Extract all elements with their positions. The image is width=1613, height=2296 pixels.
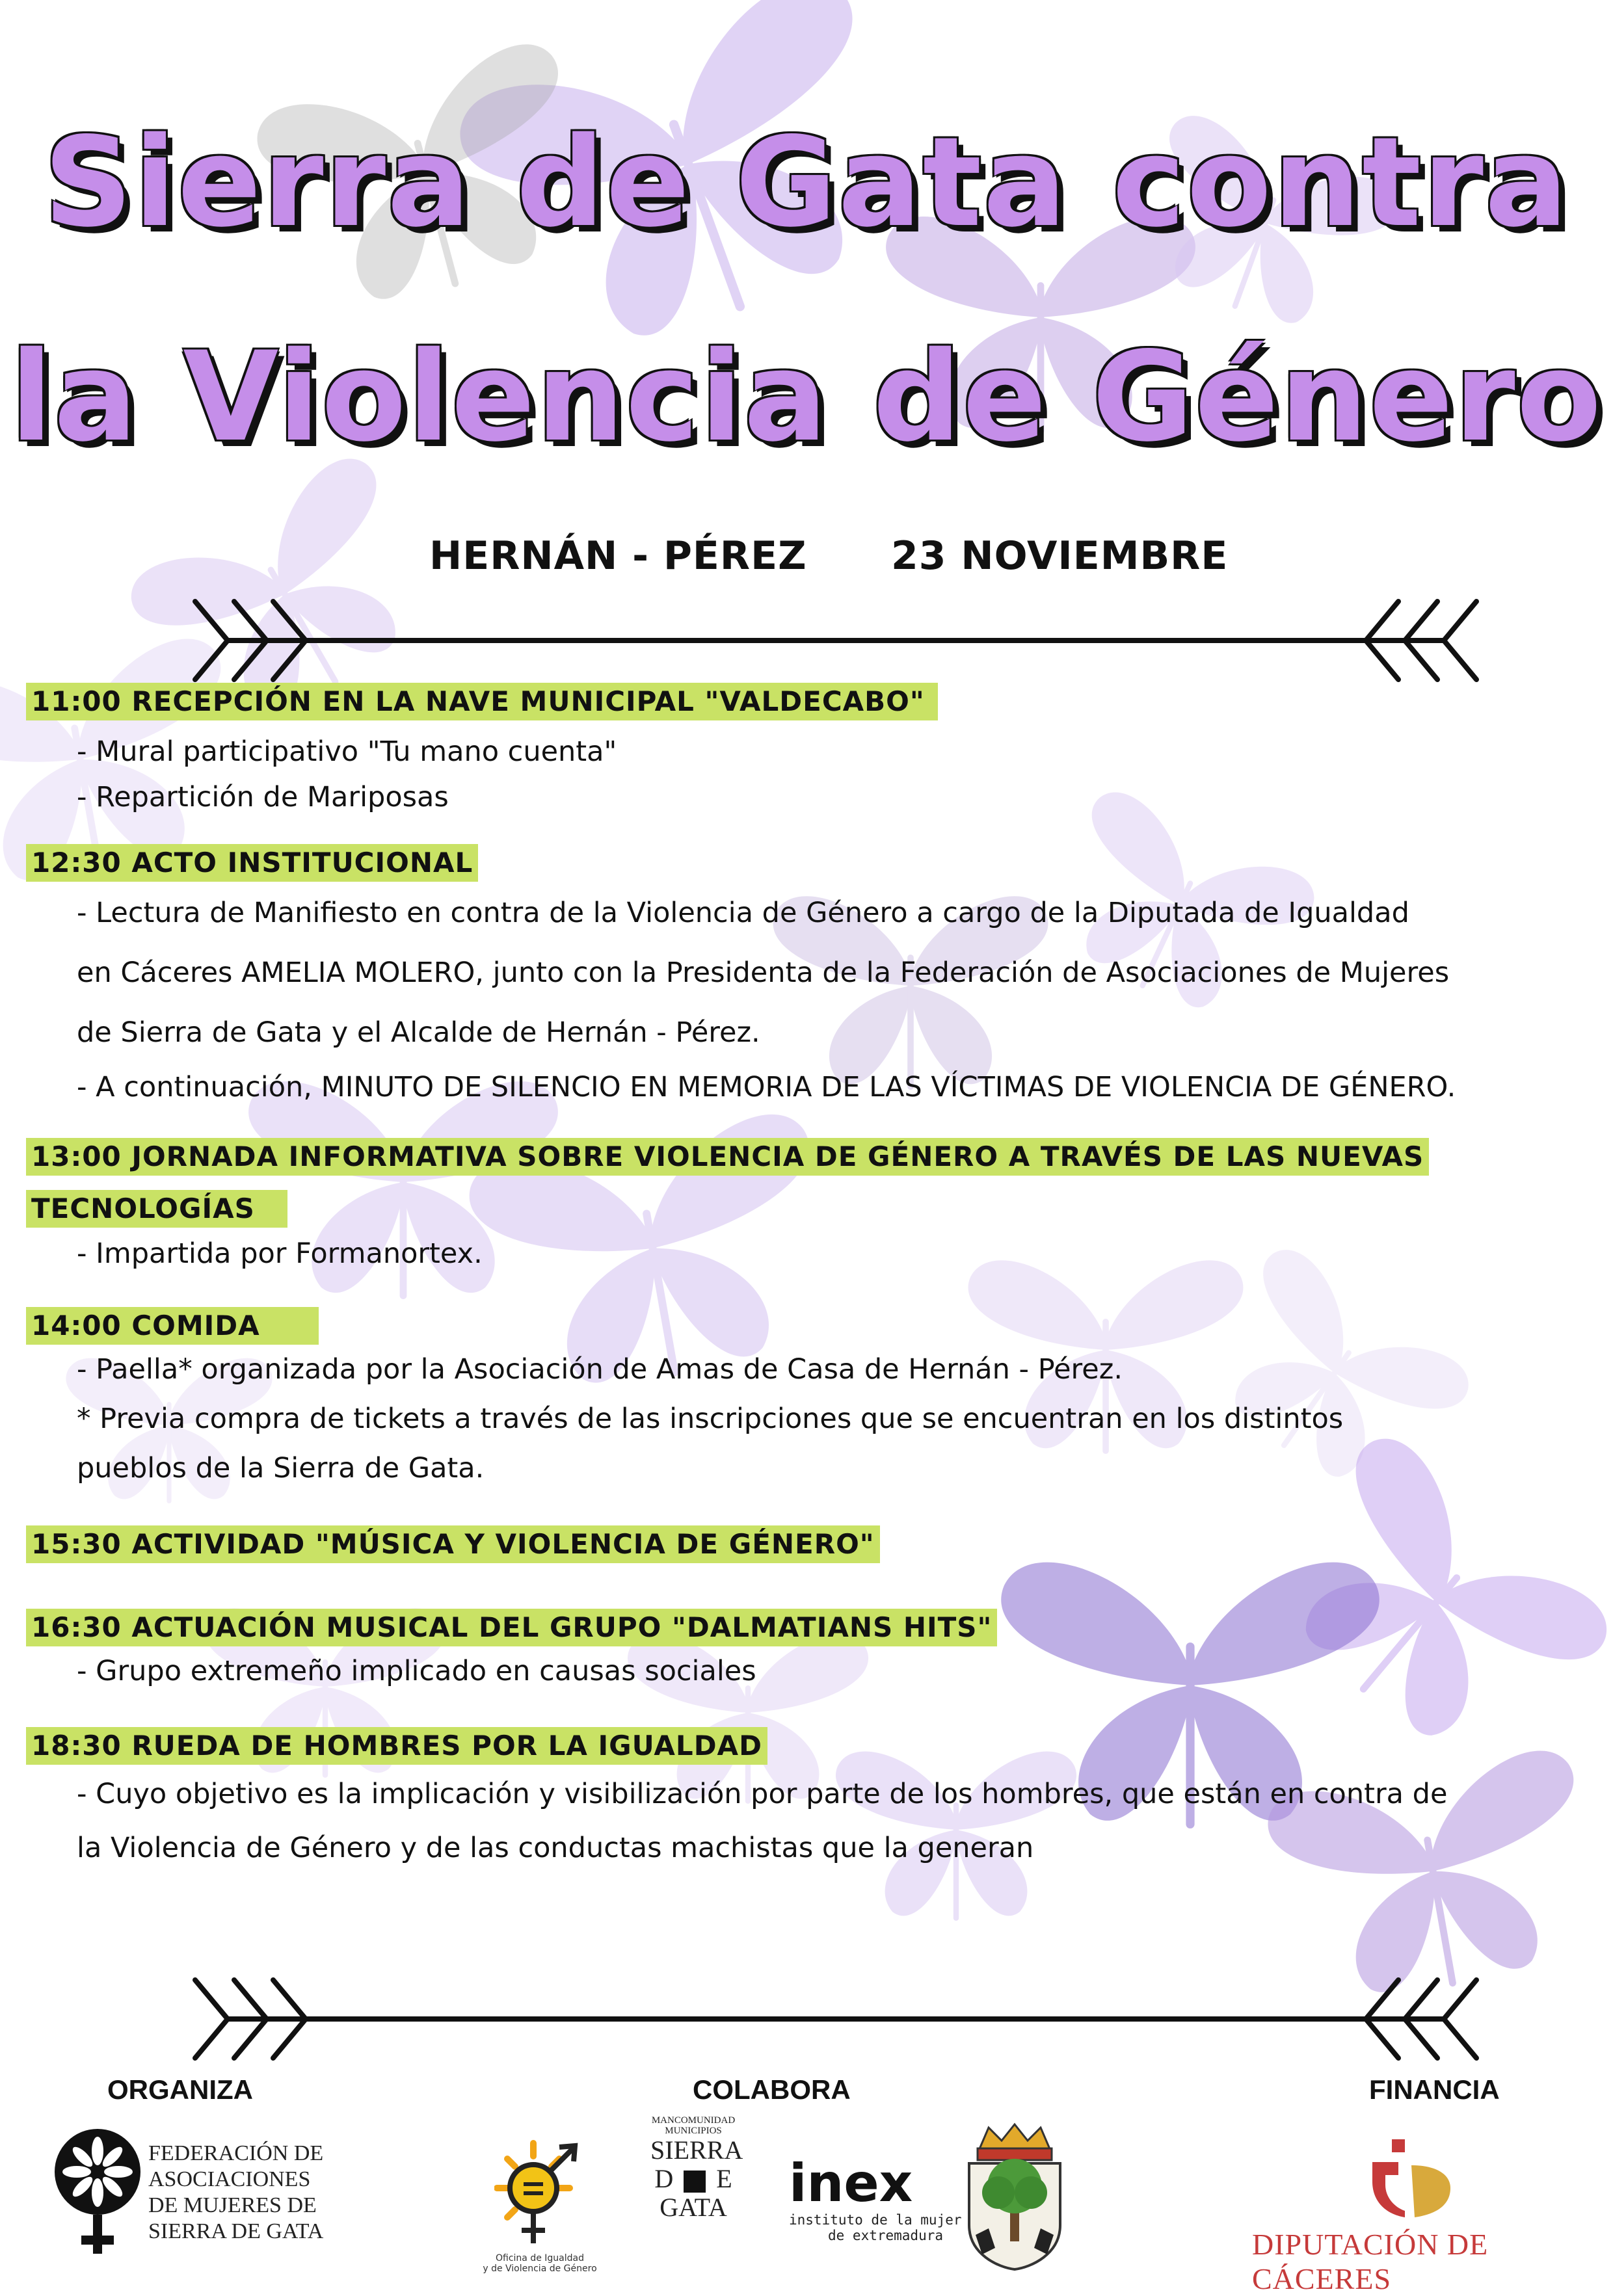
mancomunidad-line: MUNICIPIOS (665, 2126, 722, 2136)
section-item: de Sierra de Gata y el Alcalde de Hernán - Pérez. (77, 1016, 760, 1049)
section-item: pueblos de la Sierra de Gata. (77, 1452, 485, 1484)
poster-title-line-2: la Violencia de Género (10, 325, 1603, 469)
mancomunidad-letter: E (716, 2164, 732, 2193)
mancomunidad-logo (650, 2115, 743, 2222)
section-heading: 12:30 ACTO INSTITUCIONAL (26, 844, 478, 882)
federacion-line: FEDERACIÓN DE (148, 2141, 324, 2165)
federacion-line: ASOCIACIONES (148, 2167, 311, 2191)
section-item: - Repartición de Mariposas (77, 781, 449, 813)
federacion-line: SIERRA DE GATA (148, 2219, 324, 2243)
arrow-divider-top (189, 585, 1483, 696)
event-date: 23 NOVIEMBRE (891, 533, 1229, 579)
section-item: - Cuyo objetivo es la implicación y visibilización por parte de los hombres, que están en contra de (77, 1778, 1448, 1810)
oficina-igualdad-logo (494, 2139, 585, 2250)
mancomunidad-line: SIERRA (650, 2135, 743, 2165)
section-item: - Lectura de Manifiesto en contra de la Violencia de Género a cargo de la Diputada de Igualdad (77, 897, 1409, 929)
oficina-igualdad-text (462, 2253, 618, 2274)
section-heading: 13:00 JORNADA INFORMATIVA SOBRE VIOLENCIA DE GÉNERO A TRAVÉS DE LAS NUEVAS (26, 1138, 1429, 1176)
section-item: - Impartida por Formanortex. (77, 1237, 483, 1270)
program-section (26, 844, 1587, 1111)
section-item: * Previa compra de tickets a través de las inscripciones que se encuentran en los distintos (77, 1403, 1344, 1435)
section-heading-continued: TECNOLOGÍAS (26, 1190, 287, 1228)
section-item: - A continuación, MINUTO DE SILENCIO EN MEMORIA DE LAS VÍCTIMAS DE VIOLENCIA DE GÉNERO. (77, 1071, 1456, 1103)
section-heading: 11:00 RECEPCIÓN EN LA NAVE MUNICIPAL "VALDECABO" (26, 683, 938, 720)
program-section (26, 1727, 1587, 1873)
mancomunidad-emblem-icon (684, 2171, 706, 2193)
section-heading: 18:30 RUEDA DE HOMBRES POR LA IGUALDAD (26, 1727, 767, 1765)
section-item: la Violencia de Género y de las conductas machistas que la generan (77, 1832, 1034, 1864)
section-item: en Cáceres AMELIA MOLERO, junto con la Presidenta de la Federación de Asociaciones de Mujeres (77, 957, 1450, 989)
program-section (26, 1525, 1587, 1563)
section-item: - Paella* organizada por la Asociación de Amas de Casa de Hernán - Pérez. (77, 1353, 1123, 1386)
inex-subtitle (789, 2212, 962, 2243)
program-schedule (26, 683, 1587, 1900)
inex-subtitle-line: instituto de la mujer (789, 2212, 962, 2228)
program-section (26, 1138, 1587, 1280)
federacion-name (148, 2141, 323, 2245)
program-section (26, 1609, 1587, 1696)
event-place: HERNÁN - PÉREZ (429, 533, 807, 579)
federacion-line: DE MUJERES DE (148, 2193, 317, 2217)
colabora-label: COLABORA (693, 2074, 851, 2105)
section-item: - Grupo extremeño implicado en causas sociales (77, 1655, 756, 1687)
diputacion-logo (1366, 2136, 1457, 2221)
poster-title-line-1: Sierra de Gata contra (43, 111, 1570, 254)
section-heading: 15:30 ACTIVIDAD "MÚSICA Y VIOLENCIA DE GÉNERO" (26, 1525, 880, 1563)
coat-of-arms-icon (959, 2121, 1070, 2271)
mancomunidad-line: GATA (660, 2193, 727, 2222)
program-section (26, 683, 1587, 817)
section-item: - Mural participativo "Tu mano cuenta" (77, 735, 617, 768)
diputacion-name: DIPUTACIÓN DE CÁCERES (1252, 2228, 1489, 2295)
program-section (26, 1307, 1587, 1493)
federacion-logo (52, 2126, 143, 2263)
inex-logo: inex (789, 2153, 913, 2213)
inex-subtitle-line: de extremadura (828, 2228, 944, 2243)
organiza-label: ORGANIZA (107, 2074, 253, 2105)
section-heading: 16:30 ACTUACIÓN MUSICAL DEL GRUPO "DALMATIANS HITS" (26, 1609, 997, 1646)
oficina-line: y de Violencia de Género (483, 2263, 597, 2274)
section-heading: 14:00 COMIDA (26, 1307, 319, 1345)
mancomunidad-letter: D (654, 2164, 674, 2193)
mancomunidad-line: MANCOMUNIDAD (651, 2115, 736, 2126)
oficina-line: Oficina de Igualdad (496, 2253, 584, 2263)
financia-label: FINANCIA (1369, 2074, 1500, 2105)
mancomunidad-emblem-row (650, 2165, 736, 2193)
arrow-divider-bottom (189, 1964, 1483, 2074)
